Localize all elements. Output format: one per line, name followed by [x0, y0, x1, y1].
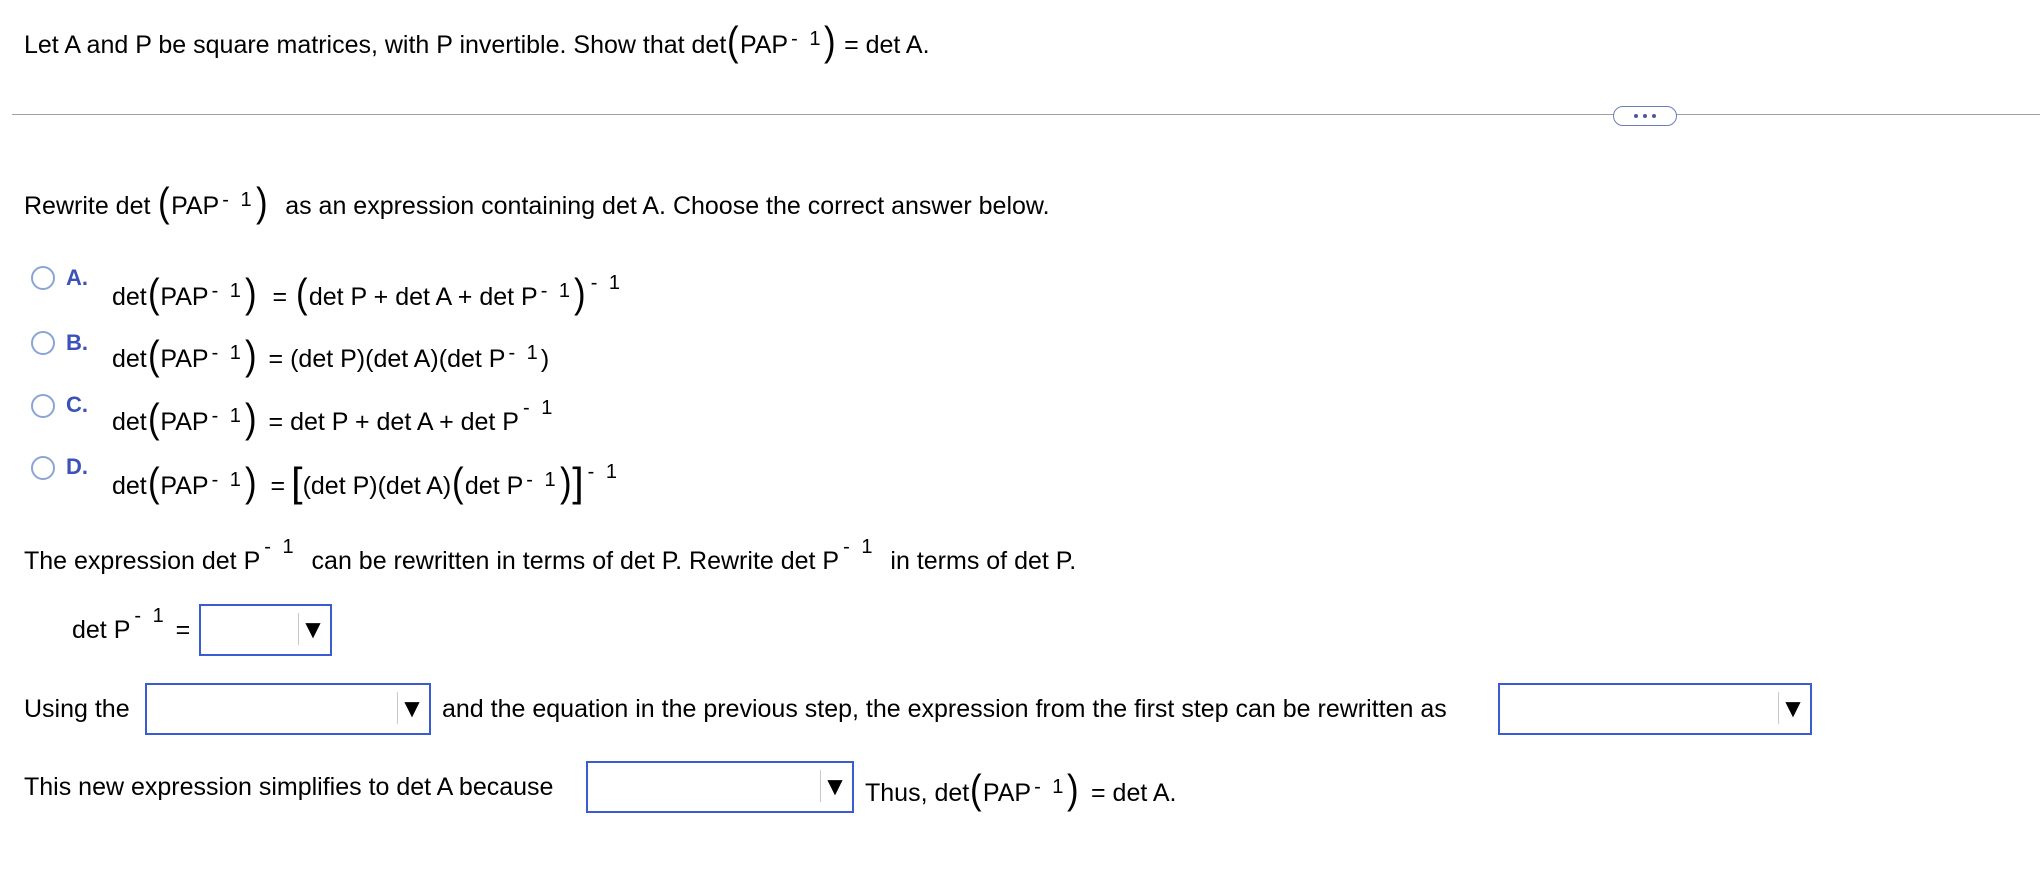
option-c-radio[interactable] [31, 394, 55, 418]
step2-prompt: The expression det P $^{- 1}$ can be rewritten in terms of det P. Rewrite det P $^{- 1}$ in terms of det P. [24, 536, 1077, 575]
option-a-letter[interactable]: A. [66, 265, 88, 290]
det-p-inverse-dropdown[interactable] [199, 604, 332, 656]
step3-text-b: and the equation in the previous step, the expression from the first step can be rewritten as [442, 695, 1447, 723]
option-d-letter[interactable]: D. [66, 454, 88, 479]
step3-text-a: Using the [24, 695, 130, 723]
option-b-expression: det(PAP $^{- 1}$) = (det P)(det A)(det P $^{- 1}$) [112, 332, 550, 378]
option-b-radio[interactable] [31, 331, 55, 355]
step1-prompt: Rewrite det (PAP $^{- 1}$) as an expression containing det A. Choose the correct answer below. [24, 179, 1050, 225]
step4-conclusion: Thus, det(PAP $^{- 1}$) = det A. [865, 766, 1177, 812]
more-dot-icon [1652, 114, 1656, 118]
option-d-radio[interactable] [31, 456, 55, 480]
section-divider [12, 114, 2040, 115]
property-dropdown[interactable] [145, 683, 431, 735]
dropdown-arrow-icon: ▼ [298, 613, 327, 645]
step4-text-a: This new expression simplifies to det A because [24, 773, 554, 801]
more-dot-icon [1634, 114, 1638, 118]
dropdown-arrow-icon: ▼ [397, 692, 426, 724]
option-c-expression: det(PAP $^{- 1}$) = det P + det A + det P $^{- 1}$ [112, 395, 556, 441]
option-b-letter[interactable]: B. [66, 330, 88, 355]
option-a-expression: det(PAP $^{- 1}$) = (det P + det A + det P $^{- 1}$) $^{- 1}$ [112, 270, 624, 316]
option-a-radio[interactable] [31, 266, 55, 290]
more-button[interactable] [1613, 106, 1677, 126]
option-c-letter[interactable]: C. [66, 392, 88, 417]
more-dot-icon [1643, 114, 1647, 118]
reason-dropdown[interactable] [586, 761, 854, 813]
rewritten-expression-dropdown[interactable] [1498, 683, 1812, 735]
dropdown-arrow-icon: ▼ [820, 770, 849, 802]
option-d-expression: det(PAP $^{- 1}$) = [(det P)(det A)(det P $^{- 1}$)] $^{- 1}$ [112, 459, 621, 505]
problem-statement: Let A and P be square matrices, with P invertible. Show that det(PAP $^{- 1}$) = det A. [24, 18, 930, 64]
dropdown-arrow-icon: ▼ [1778, 692, 1807, 724]
step2-equation: det P $^{- 1}$ = [72, 605, 191, 644]
